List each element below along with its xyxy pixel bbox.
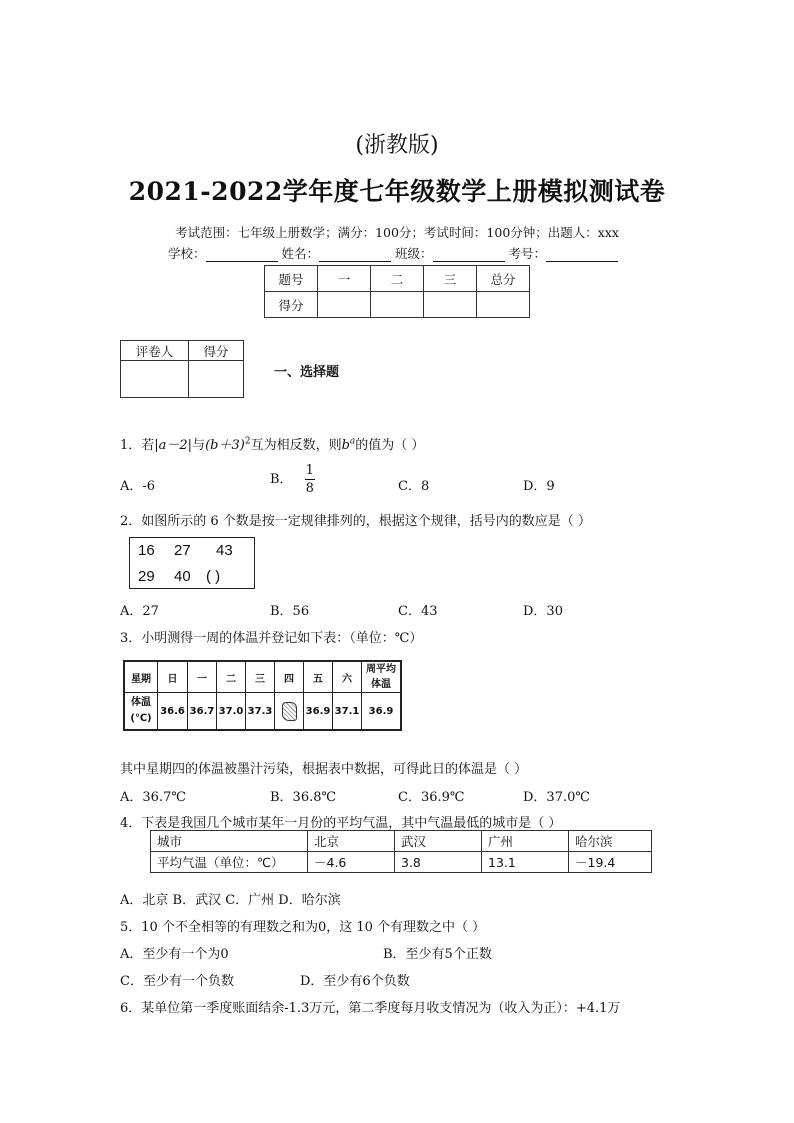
temp-value: 36.6 [158,693,188,731]
city-header: 武汉 [395,831,482,852]
q1-expr-abs: |a－2| [154,438,193,453]
temp-value: 37.1 [333,693,362,731]
exam-info: 考试范围：七年级上册数学；满分：100分；考试时间：100分钟；出题人：xxx [175,225,619,240]
temperature-table [123,660,402,731]
q1-text: 互为相反数，则 [250,438,342,453]
question-1 [120,434,424,453]
temp-unit: (℃) [130,713,152,724]
temp-row-label [124,693,158,731]
score-table [264,265,530,318]
question-6: 6．某单位第一季度账面结余-1.3万元，第二季度每月收支情况为（收入为正）：+4.1万 [120,1001,621,1016]
score-cell [477,292,530,318]
score-header: 二 [371,266,424,292]
temp-header: 三 [246,661,275,693]
fraction-denominator: 8 [305,481,314,496]
q1-option-b [270,464,315,495]
temp-header: 五 [304,661,333,693]
q1-option-d: D．9 [523,479,555,494]
temp-header: 二 [217,661,246,693]
city-value: 3.8 [395,852,482,873]
city-value: 13.1 [482,852,569,873]
q2-option-c: C．43 [398,604,438,619]
city-header: 哈尔滨 [569,831,652,852]
city-temperature-table [150,830,652,873]
id-blank [546,249,618,262]
q1-base: b [341,438,350,453]
grader-cell [121,361,189,398]
q2-option-b: B．56 [270,604,310,619]
city-value: －19.4 [569,852,652,873]
score-row-label: 得分 [265,292,318,318]
class-label: 班级： [395,246,433,261]
average-label: 周平均体温 [366,664,396,690]
id-label: 考号： [508,246,547,261]
score-header: 三 [424,266,477,292]
grader-table [120,340,244,398]
grader-header: 评卷人 [121,341,189,361]
grid-cell: 16 [138,542,155,559]
q2-option-a: A．27 [120,604,159,619]
student-info-line [168,244,618,262]
score-cell [424,292,477,318]
q5-option-c: C．至少有一个负数 [120,974,234,989]
temp-value: 36.7 [188,693,217,731]
grid-cell: 29 [138,568,155,585]
grid-cell: 27 [174,542,191,559]
q4-options: A．北京 B．武汉 C．广州 D．哈尔滨 [120,893,341,908]
q3-option-c: C．36.9℃ [398,790,465,805]
temp-value: 36.9 [362,693,402,731]
score-cell [318,292,371,318]
ink-smudge-cell [275,693,304,731]
score-header: 一 [318,266,371,292]
q1-option-b-label: B． [270,472,293,487]
q1-exponent: 2 [244,436,251,447]
edition-label: (浙教版) [355,133,439,158]
grader-score-header: 得分 [189,341,244,361]
q1-expr-square: (b＋3) [205,438,245,453]
grader-score-cell [189,361,244,398]
ink-smudge-icon [282,702,297,721]
grid-cell: ( ) [206,568,221,585]
temp-value: 37.0 [217,693,246,731]
city-header: 北京 [308,831,395,852]
temp-label: 体温 [131,697,151,708]
q1-option-a: A．-6 [120,479,156,494]
temp-header: 六 [333,661,362,693]
score-cell [371,292,424,318]
q1-suffix: 的值为（ ） [355,438,425,453]
temp-value: 37.3 [246,693,275,731]
q1-prefix: 1．若 [120,438,155,453]
temp-header: 星期 [124,661,158,693]
grid-cell: 40 [174,568,191,585]
temp-header: 四 [275,661,304,693]
city-value: －4.6 [308,852,395,873]
q3-option-b: B．36.8℃ [270,790,337,805]
city-header: 城市 [151,831,308,852]
q1-option-c: C．8 [398,479,430,494]
school-blank [206,249,278,262]
q3-option-d: D．37.0℃ [523,790,590,805]
temp-value: 36.9 [304,693,333,731]
temp-header-average [362,661,402,693]
city-row-label: 平均气温（单位：℃） [151,852,308,873]
temp-header: 日 [158,661,188,693]
class-blank [433,249,505,262]
q2-option-d: D．30 [523,604,563,619]
temp-header: 一 [188,661,217,693]
q5-option-d: D．至少有6个负数 [300,974,410,989]
city-header: 广州 [482,831,569,852]
q1-power: a [349,436,356,447]
q1-mid: 与 [192,438,206,453]
score-header: 总分 [477,266,530,292]
q3-option-a: A．36.7℃ [120,790,186,805]
section-title: 一、选择题 [274,365,340,380]
question-4: 4．下表是我国几个城市某年一月份的平均气温，其中气温最低的城市是（ ） [120,816,562,831]
fraction-numerator: 1 [305,463,314,478]
name-blank [319,249,391,262]
question-5: 5．10 个不全相等的有理数之和为0，这 10 个有理数之中（ ） [120,920,486,935]
question-3: 3．小明测得一周的体温并登记如下表：（单位：℃） [120,631,423,646]
grid-cell: 43 [216,542,233,559]
q3-note: 其中星期四的体温被墨汁污染，根据表中数据，可得此日的体温是（ ） [120,762,528,777]
q5-option-a: A．至少有一个为0 [120,947,229,962]
school-label: 学校： [168,246,206,261]
exam-title: 2021-2022学年度七年级数学上册模拟测试卷 [128,177,666,206]
name-label: 姓名： [281,246,320,261]
question-2: 2．如图所示的 6 个数是按一定规律排列的，根据这个规律，括号内的数应是（ ） [120,514,591,529]
q5-option-b: B．至少有5个正数 [383,947,492,962]
fraction [305,464,315,495]
number-grid [129,537,255,589]
score-header: 题号 [265,266,318,292]
